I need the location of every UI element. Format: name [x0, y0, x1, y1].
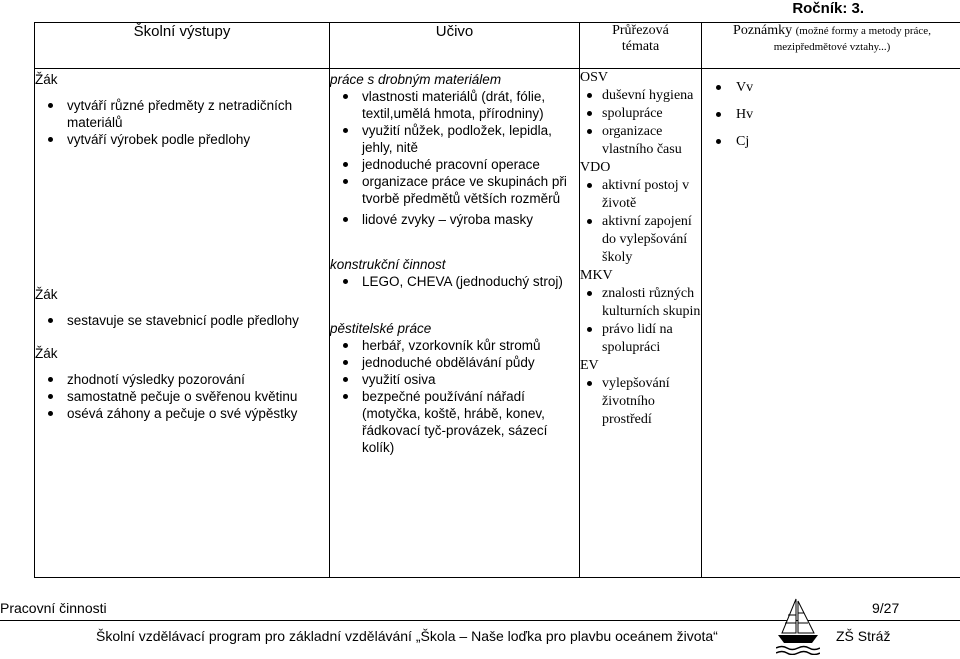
list-item: osévá záhony a pečuje o své výpěstky — [35, 405, 329, 422]
list-item: jednoduché obdělávání půdy — [330, 354, 579, 371]
list-item: jednoduché pracovní operace — [330, 156, 579, 173]
topic-mkv-list — [580, 285, 701, 357]
table-body-row — [35, 69, 960, 578]
outputs-cell — [35, 69, 330, 578]
outputs-group-3 — [35, 371, 329, 422]
list-item: bezpečné používání nářadí (motyčka, koště, hrábě, konev, řádkovací tyč-provázek, sázecí kolík) — [330, 388, 579, 456]
curriculum-cell — [330, 69, 580, 578]
notes-cell — [702, 69, 960, 578]
list-item: samostatně pečuje o svěřenou květinu — [35, 388, 329, 405]
outputs-group-1 — [35, 97, 329, 148]
topic-osv: OSV — [580, 70, 609, 85]
section-title-construction: konstrukční činnost — [330, 257, 446, 272]
footer-program: Školní vzdělávací program pro základní vzdělávání „Škola – Naše loďka pro plavbu oceánem života“ — [96, 628, 718, 644]
boat-logo-icon — [776, 595, 820, 655]
list-item: vytváří výrobek podle předlohy — [35, 131, 329, 148]
list-item: organizace vlastního času — [580, 123, 701, 159]
list-item: organizace práce ve skupinách při tvorbě předmětů větších rozměrů — [330, 173, 579, 207]
header-topics — [580, 23, 702, 69]
footer-school: ZŠ Stráž — [836, 628, 891, 644]
curriculum-list-1 — [330, 88, 579, 228]
student-label-2: Žák — [35, 287, 58, 302]
topic-mkv: MKV — [580, 268, 613, 283]
topic-ev: EV — [580, 358, 599, 373]
section-title-material: práce s drobným materiálem — [330, 72, 502, 87]
header-notes-main: Poznámky — [733, 23, 793, 38]
list-item: LEGO, CHEVA (jednoduchý stroj) — [330, 273, 579, 290]
table-header-row — [35, 23, 960, 69]
topic-ev-list — [580, 375, 701, 429]
topic-osv-list — [580, 87, 701, 159]
list-item: zhodnotí výsledky pozorování — [35, 371, 329, 388]
curriculum-list-2 — [330, 273, 579, 290]
topics-cell — [580, 69, 702, 578]
list-item: vytváří různé předměty z netradičních materiálů — [35, 97, 329, 131]
list-item: sestavuje se stavebnicí podle předlohy — [35, 312, 329, 329]
list-item: využití nůžek, podložek, lepidla, jehly, nitě — [330, 122, 579, 156]
list-item: spolupráce — [580, 105, 701, 123]
student-label-1: Žák — [35, 72, 58, 87]
list-item: Vv — [702, 79, 960, 97]
list-item: znalosti různých kulturních skupin — [580, 285, 701, 321]
topic-vdo-list — [580, 177, 701, 267]
grade-label: Ročník: 3. — [792, 0, 864, 17]
header-notes — [702, 23, 960, 69]
header-curriculum: Učivo — [330, 23, 580, 69]
list-item: lidové zvyky – výroba masky — [330, 211, 579, 228]
curriculum-list-3 — [330, 337, 579, 456]
list-item: vlastnosti materiálů (drát, fólie, textil,umělá hmota, přírodniny) — [330, 88, 579, 122]
header-outputs: Školní výstupy — [35, 23, 330, 69]
list-item: herbář, vzorkovník kůr stromů — [330, 337, 579, 354]
header-topics-line2: témata — [621, 39, 660, 54]
list-item: aktivní zapojení do vylepšování školy — [580, 213, 701, 267]
curriculum-table — [34, 22, 960, 578]
list-item: aktivní postoj v životě — [580, 177, 701, 213]
topic-vdo: VDO — [580, 160, 611, 175]
notes-list — [702, 79, 960, 151]
list-item: Hv — [702, 106, 960, 124]
outputs-group-2 — [35, 312, 329, 329]
header-notes-small: (možné formy a metody práce, mezipředmětové vztahy...) — [773, 25, 931, 53]
list-item: právo lidí na spolupráci — [580, 321, 701, 357]
section-title-growing: pěstitelské práce — [330, 321, 432, 336]
list-item: využití osiva — [330, 371, 579, 388]
list-item: vylepšování životního prostředí — [580, 375, 701, 429]
header-topics-line1: Průřezová — [612, 23, 669, 38]
footer-page-number: 9/27 — [872, 600, 900, 616]
student-label-3: Žák — [35, 346, 58, 361]
list-item: duševní hygiena — [580, 87, 701, 105]
list-item: Cj — [702, 133, 960, 151]
footer-subject: Pracovní činnosti — [0, 600, 107, 616]
